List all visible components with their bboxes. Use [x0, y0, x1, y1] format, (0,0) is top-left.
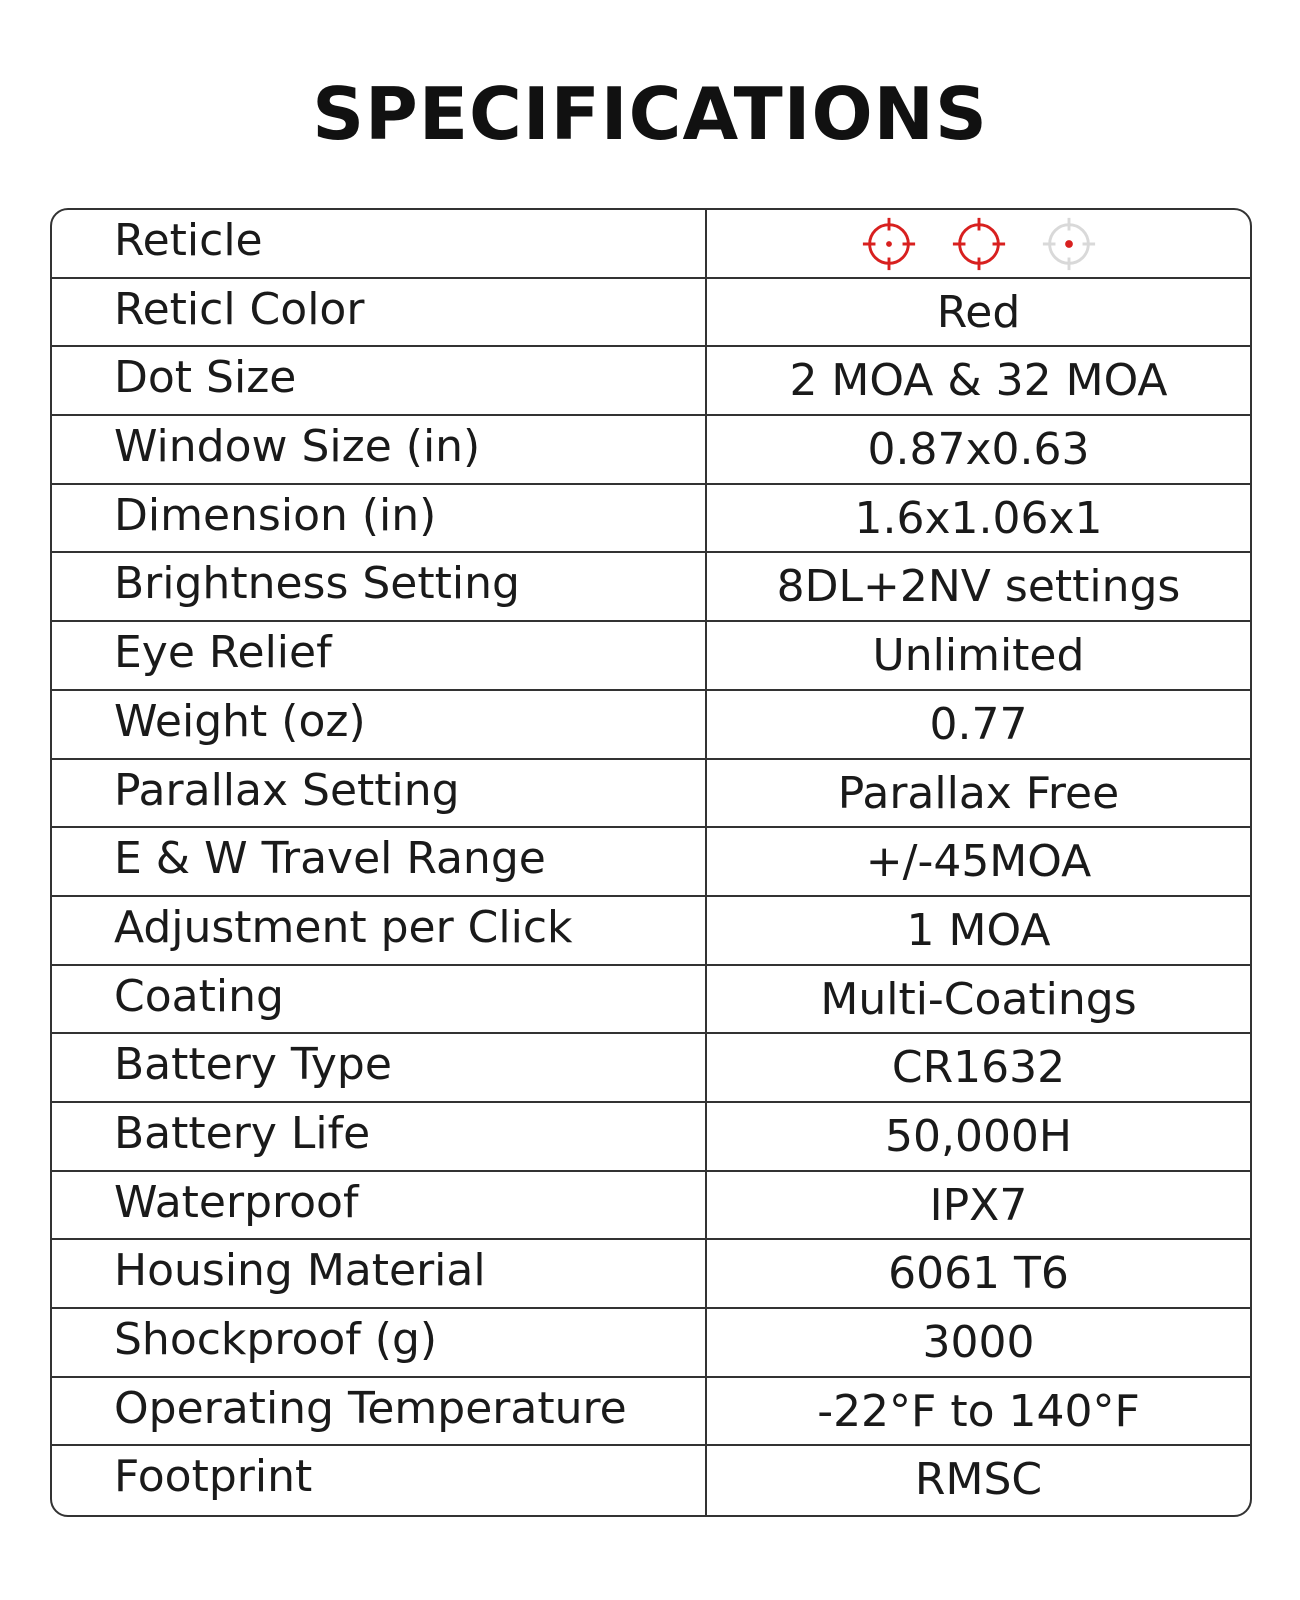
circle-crosshair-icon: [950, 215, 1008, 273]
spec-value: 3000: [922, 1317, 1035, 1368]
table-row: [52, 1240, 1250, 1309]
table-row: [52, 279, 1250, 348]
dot-crosshair-icon: [1040, 215, 1098, 273]
spec-value: 1 MOA: [906, 904, 1051, 956]
spec-label: Eye Relief: [52, 622, 707, 689]
spec-value: +/-45MOA: [865, 836, 1092, 888]
table-row: [52, 760, 1250, 829]
table-row: [52, 1378, 1250, 1447]
spec-label: E & W Travel Range: [52, 828, 707, 895]
specifications-table: [50, 208, 1252, 1517]
table-row: [52, 1309, 1250, 1378]
spec-label: Reticl Color: [52, 279, 707, 346]
spec-value: -22°F to 140°F: [817, 1385, 1140, 1437]
spec-value: 0.87x0.63: [867, 424, 1090, 476]
spec-value: Unlimited: [872, 630, 1085, 682]
spec-label: Footprint: [52, 1446, 707, 1515]
spec-value: 2 MOA & 32 MOA: [789, 355, 1168, 407]
spec-label: Housing Material: [52, 1240, 707, 1307]
spec-label: Operating Temperature: [52, 1378, 707, 1445]
spec-label: Dimension (in): [52, 485, 707, 552]
spec-value: Multi-Coatings: [820, 973, 1137, 1025]
table-row: [52, 1172, 1250, 1241]
spec-value: 50,000H: [884, 1110, 1073, 1162]
table-row: [52, 1446, 1250, 1515]
spec-value-reticle: [707, 210, 1250, 277]
table-row: [52, 347, 1250, 416]
spec-label: Coating: [52, 966, 707, 1033]
spec-value: RMSC: [914, 1454, 1043, 1506]
table-row: [52, 897, 1250, 966]
spec-label: Brightness Setting: [52, 553, 707, 620]
spec-label: Battery Type: [52, 1034, 707, 1101]
table-row: [52, 828, 1250, 897]
table-row: [52, 485, 1250, 554]
circle-dot-crosshair-icon: [860, 215, 918, 273]
spec-label: Dot Size: [52, 347, 707, 414]
spec-label: Weight (oz): [52, 691, 707, 758]
spec-value: 0.77: [929, 698, 1028, 750]
spec-value: 8DL+2NV settings: [776, 561, 1181, 613]
spec-label: Adjustment per Click: [52, 897, 707, 964]
spec-value: Parallax Free: [837, 767, 1120, 819]
table-row: [52, 210, 1250, 279]
spec-value: IPX7: [929, 1179, 1028, 1231]
spec-label: Battery Life: [52, 1103, 707, 1170]
table-row: [52, 691, 1250, 760]
table-row: [52, 966, 1250, 1035]
spec-value: CR1632: [891, 1042, 1066, 1094]
spec-label: Reticle: [52, 210, 707, 277]
table-row: [52, 416, 1250, 485]
table-row: [52, 1103, 1250, 1172]
spec-label: Window Size (in): [52, 416, 707, 483]
spec-label: Waterproof: [52, 1172, 707, 1239]
spec-label: Shockproof (g): [52, 1309, 707, 1376]
spec-label: Parallax Setting: [52, 760, 707, 827]
spec-value: 6061 T6: [888, 1248, 1069, 1300]
spec-value: 1.6x1.06x1: [854, 492, 1103, 544]
table-row: [52, 622, 1250, 691]
spec-value: Red: [936, 286, 1021, 338]
page-title: SPECIFICATIONS: [312, 72, 988, 156]
table-row: [52, 1034, 1250, 1103]
table-row: [52, 553, 1250, 622]
